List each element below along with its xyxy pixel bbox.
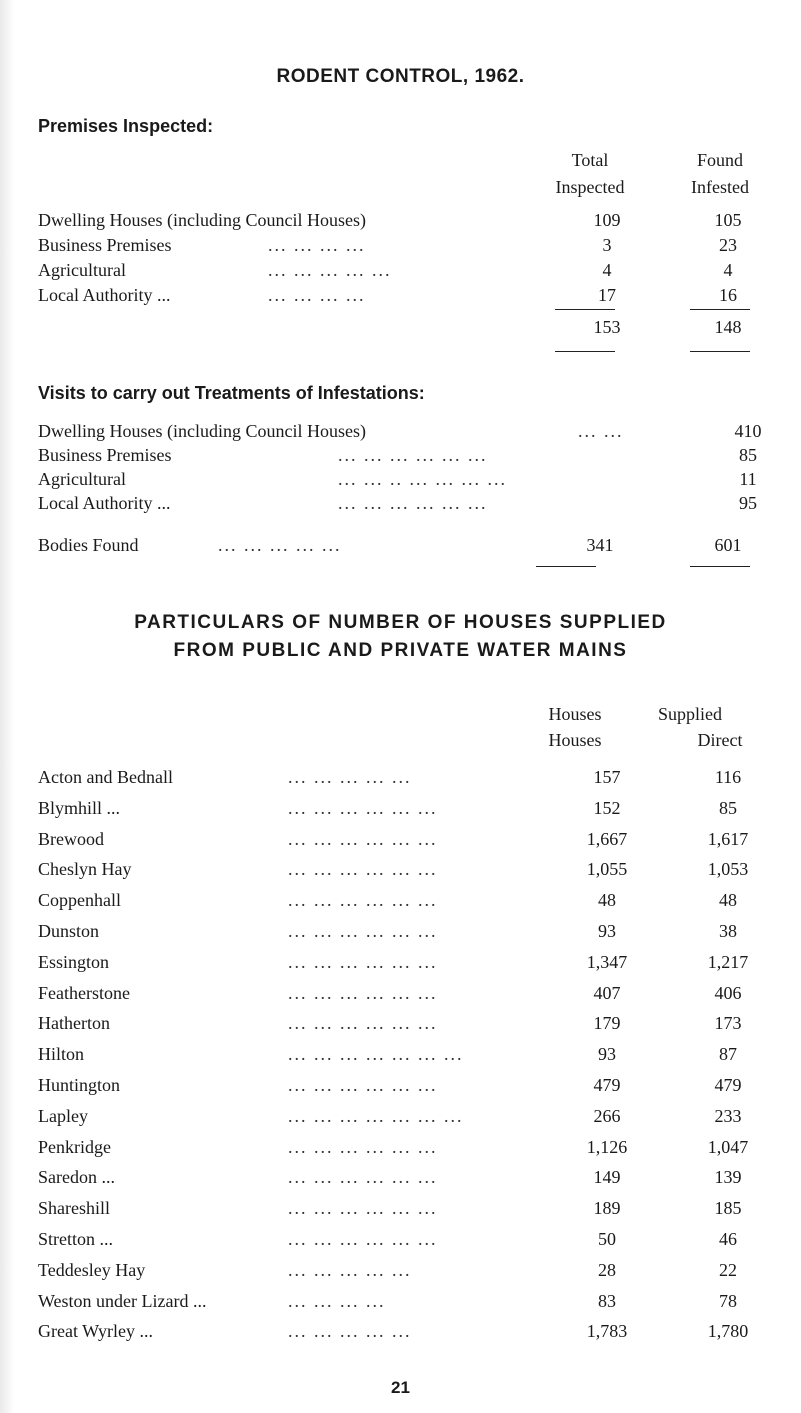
houses-count: 149 [593, 1167, 621, 1188]
col-total-label: Total [571, 150, 609, 170]
leader-dots: ... ... ... ... ... ... [288, 1136, 438, 1157]
bodies-found-label: Bodies Found [38, 535, 139, 555]
parish-name: Cheslyn Hay [38, 859, 132, 880]
houses-count: 50 [598, 1229, 616, 1249]
houses-count: 1,055 [586, 859, 628, 880]
leader-dots: ... ... ... ... ... ... [288, 828, 438, 849]
houses-count: 189 [593, 1198, 621, 1219]
leader-dots: ... ... ... ... ... ... [288, 951, 438, 972]
premises-infested: 23 [719, 235, 737, 255]
visits-row [38, 418, 768, 444]
parish-name: Lapley [38, 1105, 88, 1126]
parish-name: Teddesley Hay [38, 1259, 146, 1280]
leader-dots: ... ... ... ... ... ... [288, 890, 438, 911]
visits-value: 85 [739, 445, 757, 465]
direct-count: 1,047 [707, 1136, 749, 1157]
leader-dots: ... ... ... ... ... ... [288, 859, 438, 880]
parish-name: Hatherton [38, 1013, 110, 1034]
direct-count: 406 [714, 982, 742, 1003]
leader-dots: ... ... ... ... ... ... [338, 445, 488, 465]
houses-count: 28 [598, 1259, 616, 1280]
parish-name: Weston under Lizard ... [38, 1290, 207, 1311]
water-row [38, 764, 768, 790]
parish-name: Penkridge [38, 1136, 111, 1157]
leader-dots: ... ... ... ... ... ... [288, 797, 438, 818]
water-row [38, 826, 768, 852]
water-row [38, 1103, 768, 1129]
houses-count: 152 [593, 797, 621, 818]
premises-total-row [38, 314, 768, 340]
bodies-found-value-2: 601 [714, 535, 742, 555]
leader-dots: ... ... [578, 421, 624, 441]
page-number: 21 [391, 1378, 410, 1397]
parish-name: Blymhill ... [38, 797, 121, 818]
houses-count: 1,667 [586, 828, 628, 849]
water-row [38, 1072, 768, 1098]
parish-name: Great Wyrley ... [38, 1321, 154, 1342]
binding-shadow [0, 0, 14, 1413]
total-rule-bottom-2 [690, 351, 750, 352]
direct-count: 479 [714, 1075, 742, 1095]
premises-row [38, 232, 768, 258]
direct-count: 1,617 [707, 828, 749, 849]
water-row [38, 918, 768, 944]
col-supplied-top: Supplied [657, 704, 722, 724]
water-row [38, 1134, 768, 1160]
total-inspected: 153 [593, 317, 621, 337]
water-row [38, 1164, 768, 1190]
houses-count: 479 [593, 1075, 621, 1095]
visits-label: Business Premises [38, 445, 172, 465]
leader-dots: ... ... ... ... ... [288, 1259, 412, 1280]
direct-count: 1,780 [707, 1321, 749, 1342]
total-rule-top-1 [555, 309, 615, 310]
leader-dots: ... ... ... ... ... ... ... [288, 1044, 464, 1065]
water-row [38, 1010, 768, 1036]
parish-name: Acton and Bednall [38, 767, 173, 787]
parish-name: Featherstone [38, 982, 130, 1003]
leader-dots: ... ... ... ... ... ... [288, 1013, 438, 1034]
direct-count: 48 [719, 890, 737, 911]
bodies-found-row [38, 532, 768, 558]
parish-name: Essington [38, 951, 110, 972]
premises-row [38, 282, 768, 308]
premises-label: Local Authority ... [38, 285, 171, 305]
parish-name: Coppenhall [38, 890, 121, 911]
premises-row [38, 207, 768, 233]
houses-count: 407 [593, 982, 621, 1003]
col-found-label: Found [696, 150, 743, 170]
direct-count: 85 [719, 797, 737, 818]
col-inspected-label: Inspected [555, 177, 625, 197]
water-row [38, 1288, 768, 1314]
premises-heading: Premises Inspected: [38, 116, 214, 136]
leader-dots: ... ... ... ... ... ... ... [288, 1105, 464, 1126]
water-row [38, 887, 768, 913]
parish-name: Dunston [38, 921, 100, 941]
visits-label: Agricultural [38, 469, 126, 489]
col-houses-top: Houses [548, 704, 602, 724]
water-row [38, 795, 768, 821]
parish-name: Brewood [38, 828, 104, 849]
water-heading-line2: FROM PUBLIC AND PRIVATE WATER MAINS [173, 640, 628, 661]
water-row [38, 980, 768, 1006]
water-row [38, 1195, 768, 1221]
houses-count: 1,347 [586, 951, 628, 972]
houses-count: 93 [598, 921, 616, 941]
houses-count: 266 [593, 1105, 621, 1126]
direct-count: 185 [714, 1198, 742, 1219]
col-houses-label: Houses [548, 730, 602, 750]
leader-dots: ... ... ... ... ... ... [288, 1167, 438, 1188]
direct-count: 38 [719, 921, 737, 941]
parish-name: Huntington [38, 1075, 121, 1095]
premises-inspected: 3 [602, 235, 612, 255]
col-direct-label: Direct [697, 730, 743, 750]
houses-count: 157 [593, 767, 621, 787]
leader-dots: ... ... ... ... ... [268, 260, 392, 280]
premises-inspected: 4 [602, 260, 612, 280]
direct-count: 116 [714, 767, 742, 787]
leader-dots: ... ... .. ... ... ... ... [338, 469, 507, 489]
leader-dots: ... ... ... ... ... ... [288, 1229, 438, 1249]
bodies-found-value-1: 341 [586, 535, 614, 555]
houses-count: 179 [593, 1013, 621, 1034]
bodies-rule-1 [536, 566, 596, 567]
direct-count: 233 [714, 1105, 742, 1126]
direct-count: 139 [714, 1167, 742, 1188]
leader-dots: ... ... ... ... ... ... [288, 1198, 438, 1219]
leader-dots: ... ... ... ... ... ... [338, 493, 488, 513]
visits-label: Dwelling Houses (including Council Houses) [38, 421, 366, 441]
premises-label: Agricultural [38, 260, 126, 280]
leader-dots: ... ... ... ... ... [288, 1321, 412, 1342]
water-row [38, 949, 768, 975]
premises-row [38, 257, 768, 283]
parish-name: Stretton ... [38, 1229, 113, 1249]
water-row [38, 856, 768, 882]
page-title: RODENT CONTROL, 1962. [276, 66, 525, 87]
visits-value: 410 [734, 421, 762, 441]
water-heading-line1: PARTICULARS OF NUMBER OF HOUSES SUPPLIED [134, 612, 667, 633]
visits-row [38, 466, 768, 492]
parish-name: Shareshill [38, 1198, 110, 1219]
leader-dots: ... ... ... ... ... [288, 767, 412, 787]
parish-name: Hilton [38, 1044, 85, 1065]
leader-dots: ... ... ... ... [268, 285, 366, 305]
water-row [38, 1041, 768, 1067]
leader-dots: ... ... ... ... [268, 235, 366, 255]
direct-count: 1,053 [707, 859, 749, 880]
visits-label: Local Authority ... [38, 493, 171, 513]
total-rule-top-2 [690, 309, 750, 310]
premises-inspected: 109 [593, 210, 621, 230]
direct-count: 1,217 [707, 951, 749, 972]
premises-inspected: 17 [598, 285, 616, 305]
premises-infested: 4 [723, 260, 733, 280]
col-infested-label: Infested [691, 177, 749, 197]
bodies-rule-2 [690, 566, 750, 567]
premises-label: Business Premises [38, 235, 172, 255]
water-row [38, 1226, 768, 1252]
direct-count: 87 [719, 1044, 737, 1065]
leader-dots: ... ... ... ... ... ... [288, 921, 438, 941]
visits-row [38, 490, 768, 516]
direct-count: 46 [719, 1229, 737, 1249]
premises-infested: 16 [719, 285, 737, 305]
visits-heading: Visits to carry out Treatments of Infestations: [38, 383, 425, 403]
bodies-found-dots: ... ... ... ... ... [218, 535, 342, 555]
leader-dots: ... ... ... ... [288, 1290, 386, 1311]
visits-value: 11 [739, 469, 757, 489]
parish-name: Saredon ... [38, 1167, 115, 1188]
visits-row [38, 442, 768, 468]
houses-count: 83 [598, 1290, 616, 1311]
houses-count: 1,126 [586, 1136, 628, 1157]
visits-value: 95 [739, 493, 757, 513]
houses-count: 1,783 [586, 1321, 628, 1342]
direct-count: 173 [714, 1013, 742, 1034]
direct-count: 22 [719, 1259, 737, 1280]
total-rule-bottom-1 [555, 351, 615, 352]
leader-dots: ... ... ... ... ... ... [288, 1075, 438, 1095]
total-infested: 148 [714, 317, 742, 337]
leader-dots: ... ... ... ... ... ... [288, 982, 438, 1003]
premises-label: Dwelling Houses (including Council Houses) [38, 210, 366, 230]
water-row [38, 1257, 768, 1283]
premises-infested: 105 [714, 210, 742, 230]
direct-count: 78 [719, 1290, 737, 1311]
houses-count: 93 [598, 1044, 616, 1065]
water-row [38, 1318, 768, 1344]
houses-count: 48 [598, 890, 616, 911]
